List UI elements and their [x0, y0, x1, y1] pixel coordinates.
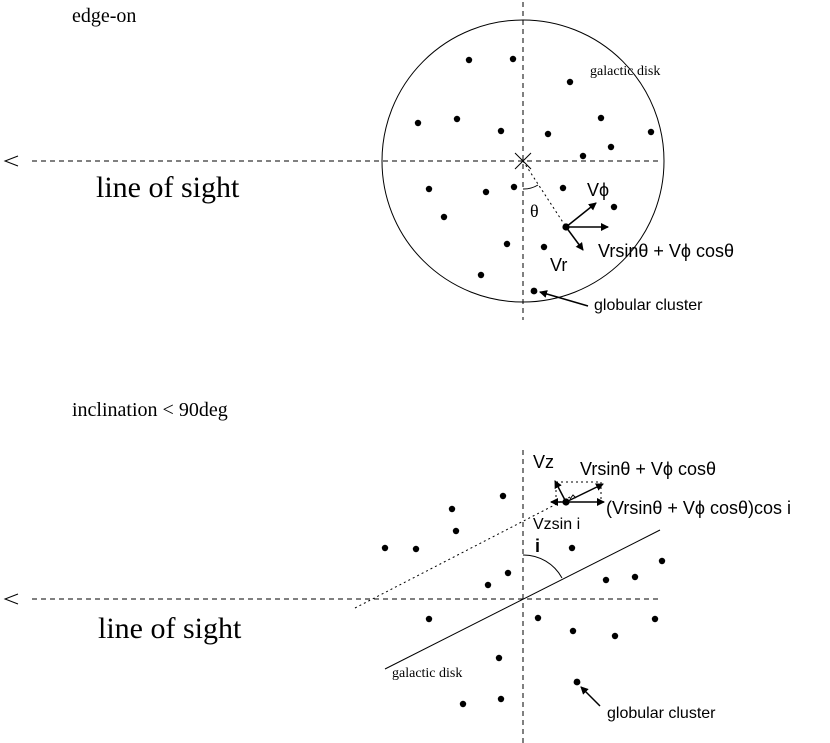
v-z-label: Vz: [533, 452, 555, 472]
star: [648, 129, 654, 135]
edge-on-title: edge-on: [72, 5, 137, 27]
vz-sin-i-label: Vzsin i: [533, 516, 581, 533]
star: [426, 186, 432, 192]
star: [496, 655, 502, 661]
edge-on-panel: [5, 2, 734, 320]
star: [567, 79, 573, 85]
star: [603, 577, 609, 583]
globular-cluster-label: globular cluster: [594, 297, 703, 314]
star: [560, 185, 566, 191]
star: [510, 56, 516, 62]
eye-icon: [5, 156, 18, 166]
line-of-sight-label: line of sight: [98, 612, 242, 645]
star: [498, 696, 504, 702]
star: [504, 241, 510, 247]
inclination-arc: [523, 555, 562, 578]
galactic-disk-label: galactic disk: [392, 666, 463, 681]
star: [466, 57, 472, 63]
globular-cluster-pointer: [540, 292, 588, 306]
star: [449, 506, 455, 512]
velocity-vectors: [551, 481, 604, 506]
star: [612, 633, 618, 639]
v-r-label: Vr: [550, 255, 568, 275]
star: [659, 558, 665, 564]
globular-cluster-pointer: [581, 687, 600, 706]
star: [652, 616, 658, 622]
star: [511, 184, 517, 190]
star: [415, 120, 421, 126]
inclination-label: i: [535, 536, 541, 556]
theta-label: θ: [530, 201, 539, 221]
projected-velocity-label: (Vrsinθ + Vϕ cosθ)cos i: [606, 498, 791, 518]
galactic-disk-label: galactic disk: [590, 64, 661, 79]
v-phi-label: Vϕ: [587, 180, 610, 200]
star: [485, 582, 491, 588]
globular-cluster-dot: [574, 679, 581, 686]
star: [632, 574, 638, 580]
line-of-sight-label: line of sight: [96, 171, 240, 204]
star: [483, 189, 489, 195]
vector-sum-label: Vrsinθ + Vϕ cosθ: [598, 241, 734, 261]
star: [545, 131, 551, 137]
star: [460, 701, 466, 707]
eye-icon: [5, 594, 18, 604]
v-phi-arrow: [566, 203, 596, 227]
star: [611, 204, 617, 210]
star: [382, 545, 388, 551]
disk-velocity-arrow: [566, 484, 603, 502]
v-r-arrow: [566, 227, 583, 250]
star: [478, 272, 484, 278]
v-z-arrow: [555, 481, 566, 502]
theta-arc: [523, 185, 538, 189]
star: [541, 244, 547, 250]
globular-cluster-label: globular cluster: [607, 705, 716, 722]
star: [505, 570, 511, 576]
star: [441, 214, 447, 220]
star: [569, 545, 575, 551]
star: [608, 144, 614, 150]
star: [413, 546, 419, 552]
inclined-panel: [5, 399, 791, 743]
star: [500, 493, 506, 499]
globular-cluster-dot: [531, 288, 538, 295]
star: [535, 615, 541, 621]
vector-sum-label: Vrsinθ + Vϕ cosθ: [580, 459, 716, 479]
star: [570, 628, 576, 634]
inclined-title: inclination < 90deg: [72, 399, 228, 421]
star: [453, 528, 459, 534]
star: [454, 116, 460, 122]
star: [498, 128, 504, 134]
star: [598, 115, 604, 121]
star: [426, 616, 432, 622]
star: [580, 153, 586, 159]
